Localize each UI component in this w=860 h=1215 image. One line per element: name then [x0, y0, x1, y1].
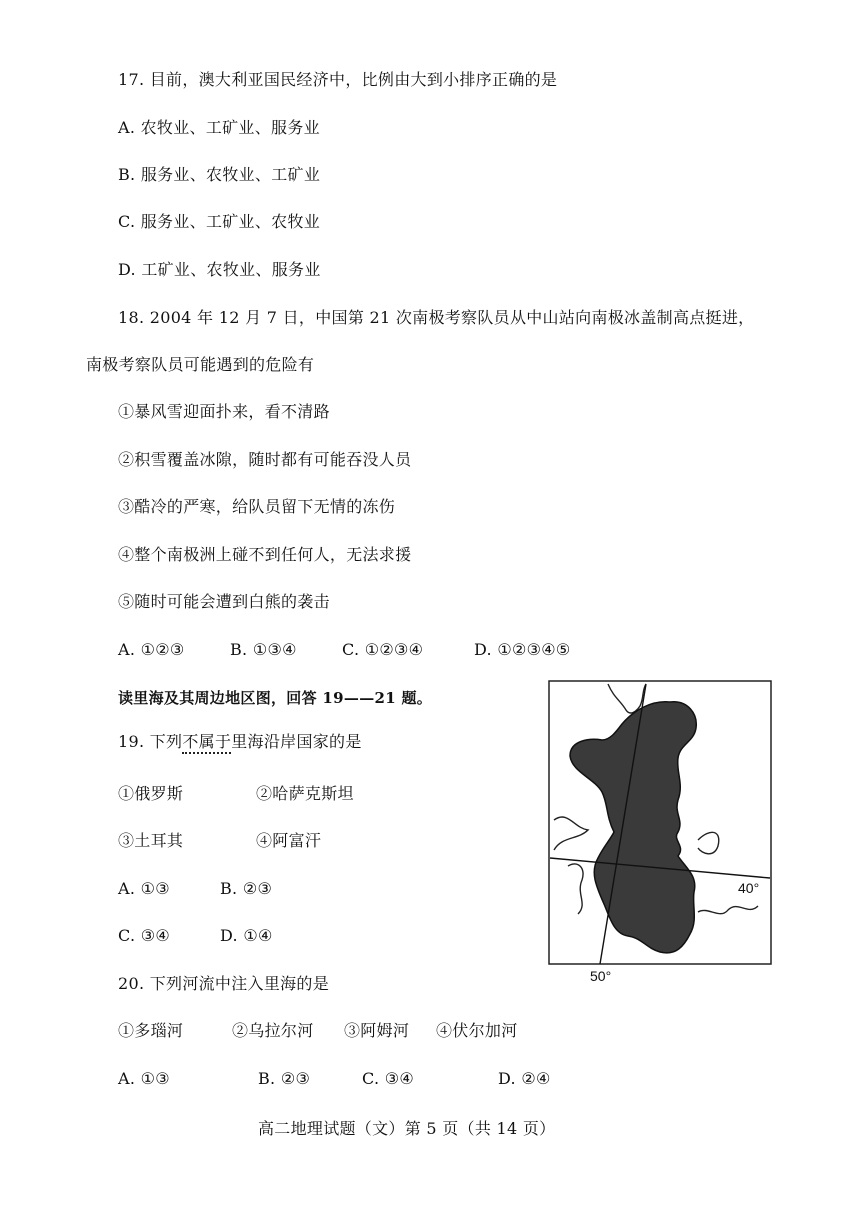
q20-options: [118, 1069, 551, 1089]
q18-options: [118, 640, 571, 660]
caspian-sea-map: [548, 680, 772, 987]
q19-options-row1: [118, 879, 272, 899]
q20-option-a: A. ①③: [118, 1069, 170, 1088]
q19-option-a: A. ①③: [118, 879, 170, 898]
q18-option-c: C. ①②③④: [342, 640, 424, 659]
q17-option-b: B. 服务业、农牧业、工矿业: [118, 165, 321, 184]
q20-option-c: C. ③④: [362, 1069, 415, 1088]
q19-item-2: ②哈萨克斯坦: [256, 784, 354, 803]
q19-items-row1: [118, 784, 354, 804]
q19-stem-prefix: 19. 下列: [118, 732, 183, 751]
q20-option-b: B. ②③: [258, 1069, 311, 1088]
q20-stem: 20. 下列河流中注入里海的是: [118, 974, 330, 993]
q19-items-row2: [118, 831, 321, 851]
q19-option-b: B. ②③: [220, 879, 273, 898]
q19-option-d: D. ①④: [220, 926, 273, 945]
q18-item-1: ①暴风雪迎面扑来，看不清路: [118, 402, 330, 421]
q20-items: [118, 1021, 518, 1041]
q19-stem-emphasis: 不属于: [182, 732, 231, 754]
q20-item-1: ①多瑙河: [118, 1021, 184, 1040]
q18-item-4: ④整个南极洲上碰不到任何人，无法求援: [118, 545, 412, 564]
q19-item-4: ④阿富汗: [256, 831, 322, 850]
q20-option-d: D. ②④: [498, 1069, 551, 1088]
q18-item-3: ③酷冷的严寒，给队员留下无情的冻伤: [118, 497, 396, 516]
q17-option-d: D. 工矿业、农牧业、服务业: [118, 260, 321, 279]
q18-item-2: ②积雪覆盖冰隙，随时都有可能吞没人员: [118, 450, 412, 469]
q18-option-a: A. ①②③: [118, 640, 185, 659]
q19-item-1: ①俄罗斯: [118, 784, 184, 803]
q20-item-4: ④伏尔加河: [436, 1021, 518, 1040]
map-intro: 读里海及其周边地区图，回答 19——21 题。: [118, 689, 433, 707]
q17-option-a: A. 农牧业、工矿业、服务业: [118, 118, 320, 137]
q18-option-b: B. ①③④: [230, 640, 297, 659]
q19-stem-suffix: 里海沿岸国家的是: [231, 732, 362, 751]
q18-item-5: ⑤随时可能会遭到白熊的袭击: [118, 592, 330, 611]
q19-stem: [118, 732, 362, 752]
q19-item-3: ③土耳其: [118, 831, 184, 850]
q18-stem-line2: 南极考察队员可能遇到的危险有: [86, 355, 315, 374]
q18-option-d: D. ①②③④⑤: [474, 640, 571, 659]
q18-stem-line1: 18. 2004 年 12 月 7 日，中国第 21 次南极考察队员从中山站向南极冰盖制高点挺进，: [118, 308, 755, 327]
q20-item-2: ②乌拉尔河: [232, 1021, 314, 1040]
page-footer: 高二地理试题（文）第 5 页（共 14 页）: [258, 1119, 556, 1138]
latitude-label-40: 40°: [738, 880, 760, 896]
q20-item-3: ③阿姆河: [344, 1021, 410, 1040]
q19-option-c: C. ③④: [118, 926, 171, 945]
longitude-label-50: 50°: [590, 968, 612, 984]
q17-option-c: C. 服务业、工矿业、农牧业: [118, 212, 321, 231]
q17-stem: 17. 目前，澳大利亚国民经济中，比例由大到小排序正确的是: [118, 70, 558, 89]
q19-options-row2: [118, 926, 273, 946]
